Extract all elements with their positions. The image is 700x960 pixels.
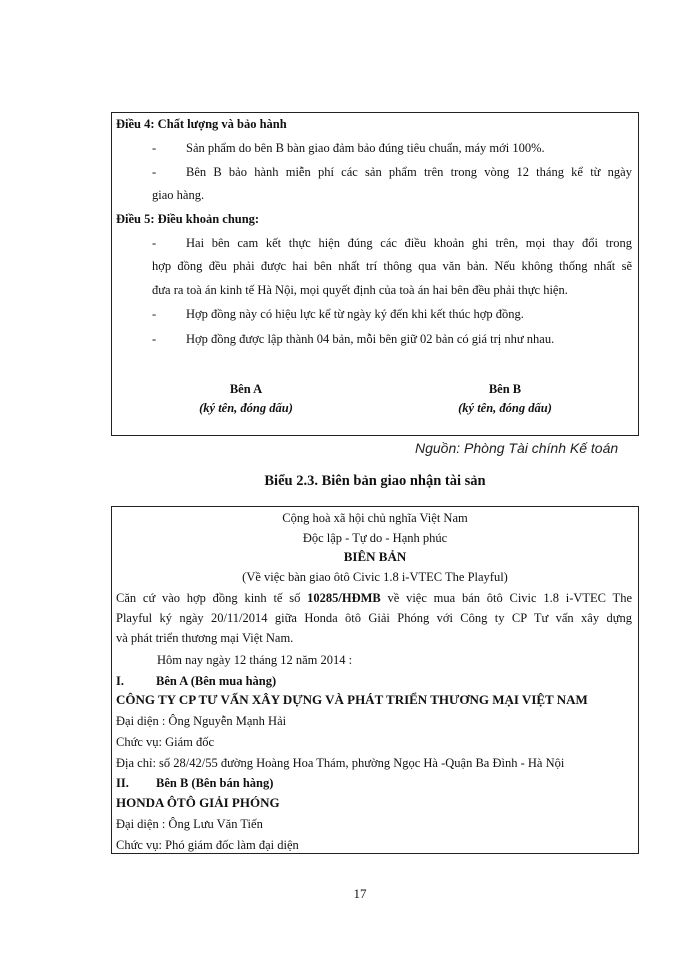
company-a-name: CÔNG TY CP TƯ VẤN XÂY DỰNG VÀ PHÁT TRIỂN THƯƠNG MẠI VIỆT NAM (116, 692, 588, 707)
source-note: Nguồn: Phòng Tài chính Kế toán (415, 440, 619, 456)
article4-item-cont: giao hàng. (152, 188, 205, 202)
address-a: Địa chỉ: số 28/42/55 đường Hoàng Hoa Thám, phường Ngọc Hà -Quận Ba Đình - Hà Nội (116, 756, 565, 770)
bullet-dash: - (152, 141, 157, 155)
article5-item-cont: đưa ra toà án kinh tế Hà Nội, mọi quyết định của toà án hai bên đều phải thực hiện. (152, 283, 568, 297)
figure-title: Biểu 2.3. Biên bản giao nhận tài sản (264, 473, 486, 489)
party-b-sign-note: (ký tên, đóng dấu) (458, 401, 552, 415)
contract-number: 10285/HĐMB (307, 591, 381, 605)
position-a: Chức vụ: Giám đốc (116, 735, 215, 749)
bullet-dash: - (152, 332, 157, 346)
article5-item: Hai bên cam kết thực hiện đúng các điều khoản ghi trên, mọi thay đổi trong (186, 236, 632, 250)
party-b-label: Bên B (488, 382, 522, 396)
basis-line-1: Căn cứ vào hợp đồng kinh tế số 10285/HĐMB về việc mua bán ôtô Civic 1.8 i-VTEC The (116, 591, 632, 605)
article5-item: Hợp đồng được lập thành 04 bản, mỗi bên giữ 02 bản có giá trị như nhau. (186, 332, 555, 346)
article4-title: Điều 4: Chất lượng và bảo hành (116, 117, 287, 131)
article5-item-cont: hợp đồng đều phải được hai bên nhất trí thông qua văn bản. Nếu không thống nhất sẽ (152, 259, 632, 273)
article4-item: Sản phẩm do bên B bàn giao đảm bảo đúng tiêu chuẩn, máy mới 100%. (186, 141, 545, 155)
basis-line-3: và phát triển thương mại Việt Nam. (116, 631, 294, 645)
bullet-dash: - (152, 165, 157, 179)
national-header: Cộng hoà xã hội chủ nghĩa Việt Nam (282, 511, 468, 525)
section-2-title: Bên B (Bên bán hàng) (156, 776, 274, 790)
position-b: Chức vụ: Phó giám đốc làm đại diện (116, 838, 299, 852)
contract-terms-box (111, 112, 639, 436)
party-a-sign-note: (ký tên, đóng dấu) (199, 401, 293, 415)
company-b-name: HONDA ÔTÔ GIẢI PHÓNG (116, 795, 280, 810)
party-a-label: Bên A (229, 382, 263, 396)
article5-item: Hợp đồng này có hiệu lực kể từ ngày ký đến khi kết thúc hợp đồng. (186, 307, 524, 321)
bullet-dash: - (152, 307, 157, 321)
record-subtitle: (Về việc bàn giao ôtô Civic 1.8 i-VTEC The Playful) (242, 570, 508, 584)
section-1-number: I. (116, 674, 124, 688)
article5-title: Điều 5: Điều khoản chung: (116, 212, 260, 226)
rep-a: Đại diện : Ông Nguyễn Mạnh Hải (116, 714, 287, 728)
motto: Độc lập - Tự do - Hạnh phúc (302, 531, 448, 545)
bullet-dash: - (152, 236, 157, 250)
section-1-title: Bên A (Bên mua hàng) (156, 674, 277, 688)
page-number: 17 (353, 886, 367, 901)
rep-b: Đại diện : Ông Lưu Văn Tiến (116, 817, 263, 831)
today-line: Hôm nay ngày 12 tháng 12 năm 2014 : (157, 653, 353, 667)
section-2-number: II. (116, 776, 129, 790)
article4-item: Bên B bảo hành miễn phí các sản phẩm trên trong vòng 12 tháng kể từ ngày (186, 165, 632, 179)
basis-line-2: Playful ký ngày 20/11/2014 giữa Honda ôtô Giải Phóng với Công ty CP Tư vấn xây dựng (116, 611, 632, 625)
record-title: BIÊN BẢN (343, 549, 407, 564)
